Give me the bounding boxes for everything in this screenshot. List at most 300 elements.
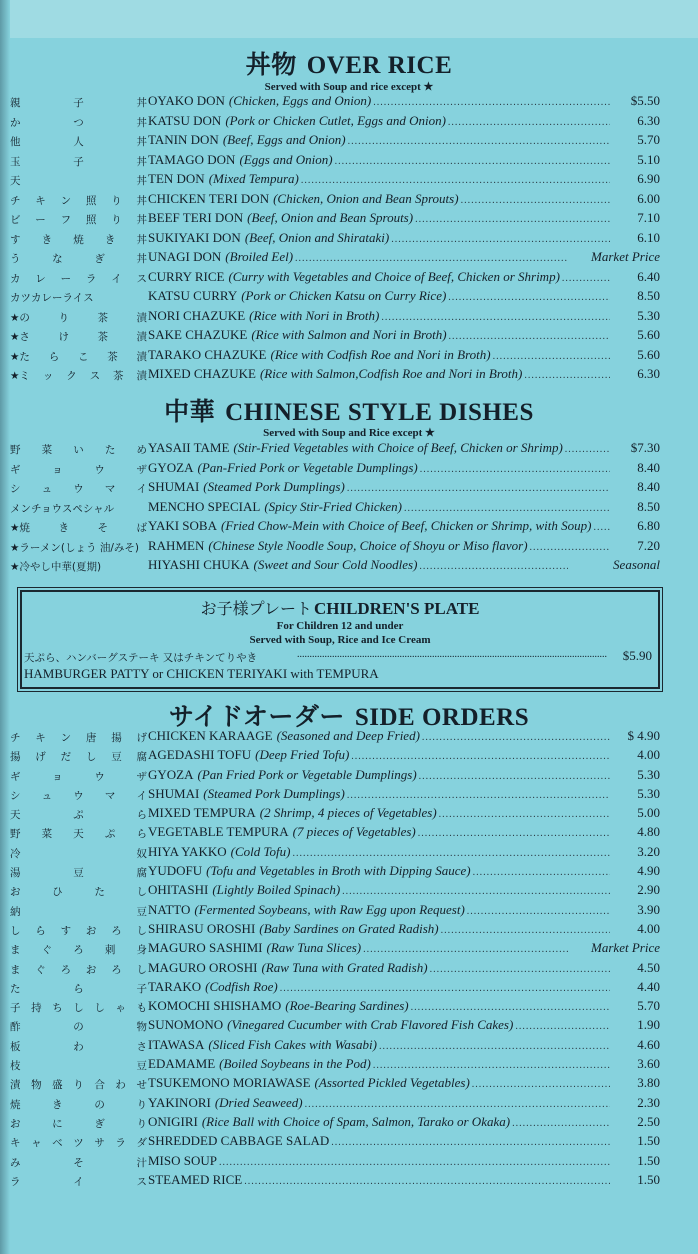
menu-item-leader-dots xyxy=(493,347,610,363)
menu-item-jp-char: げ xyxy=(136,732,147,744)
menu-item-row xyxy=(10,152,660,172)
menu-item-jp-char: 漬 xyxy=(136,331,147,343)
menu-item-price: 5.30 xyxy=(637,785,660,801)
menu-item-jp-char: 子 xyxy=(73,155,84,168)
menu-item-jp-char: ぐ xyxy=(35,963,46,976)
menu-item-row xyxy=(10,327,660,347)
menu-item-name: TEN DON xyxy=(148,171,205,186)
menu-item-jp-char: イ xyxy=(73,1175,84,1188)
menu-item-row xyxy=(10,460,660,480)
menu-item-description: (Steamed Pork Dumplings) xyxy=(203,479,345,494)
menu-item-name: TAMAGO DON xyxy=(148,151,236,167)
menu-item-jp-char: チ xyxy=(10,732,21,744)
menu-item-en xyxy=(148,230,610,246)
menu-item-jp-char: シ xyxy=(10,789,21,802)
menu-item-description: (Cold Tofu) xyxy=(230,843,291,859)
menu-item-jp-char: 唐 xyxy=(85,732,97,744)
menu-item-description: (Curry with Vegetables and Choice of Beef, Chicken or Shrimp) xyxy=(228,268,560,284)
menu-item-en xyxy=(148,1017,610,1033)
menu-item-jp-char: 身 xyxy=(136,944,147,957)
menu-item-leader-dots xyxy=(331,1133,610,1149)
menu-item-name: KATSU CURRY xyxy=(148,288,238,303)
menu-item-row xyxy=(10,171,660,191)
menu-item-leader-dots xyxy=(430,960,610,976)
menu-item-jp-char: レ xyxy=(35,272,46,285)
section-title-over-rice xyxy=(0,45,698,81)
menu-item-price: $5.50 xyxy=(630,93,660,108)
childrens-plate-jp-line: 天ぷら、ハンバーグステーキ 又はチキンてりやき xyxy=(24,652,258,664)
menu-item-price: 5.70 xyxy=(637,998,660,1014)
menu-item-jp-char: き xyxy=(52,1098,63,1111)
menu-item-jp-char: 他 xyxy=(10,136,21,148)
menu-item-jp-char: し xyxy=(10,924,21,937)
menu-item-leader-dots xyxy=(418,824,610,840)
menu-item-description: (Fried Chow-Mein with Choice of Beef, Chicken or Shrimp, with Soup) xyxy=(220,518,592,533)
menu-item-jp-char: 枝 xyxy=(10,1060,21,1073)
menu-item-price: 8.40 xyxy=(637,479,660,494)
menu-item-name: YAKINORI xyxy=(148,1094,211,1110)
menu-item-leader-dots xyxy=(404,499,610,515)
menu-item-row xyxy=(10,1114,660,1133)
menu-item-row xyxy=(10,249,660,269)
menu-item-row xyxy=(10,747,660,766)
menu-item-row xyxy=(10,728,660,747)
menu-item-row xyxy=(10,557,660,577)
menu-item-jp-char: 子 xyxy=(73,97,84,109)
menu-item-en xyxy=(148,1037,610,1053)
menu-item-description: (Sweet and Sour Cold Noodles) xyxy=(253,557,418,572)
menu-item-price: 6.30 xyxy=(637,366,660,381)
menu-item-jp-name xyxy=(10,1077,147,1092)
menu-item-price: 4.00 xyxy=(637,747,660,763)
menu-item-name: YUDOFU xyxy=(148,863,203,879)
menu-item-price: 4.90 xyxy=(637,863,660,879)
menu-item-jp-char: ウ xyxy=(94,770,105,783)
menu-item-jp-char: 丼 xyxy=(136,253,147,265)
menu-item-en xyxy=(148,366,610,382)
menu-item-jp-char: カツカレーライス xyxy=(10,292,94,304)
menu-item-jp-char: ギ xyxy=(10,463,21,476)
menu-item-en xyxy=(148,152,610,168)
menu-item-description: (Steamed Pork Dumplings) xyxy=(203,785,345,801)
menu-item-description: (Pan Fried Pork or Vegetable Dumplings) xyxy=(197,766,417,782)
menu-item-en xyxy=(148,1095,610,1111)
menu-item-leader-dots xyxy=(280,979,610,995)
menu-item-leader-dots xyxy=(422,728,610,744)
menu-item-row xyxy=(10,902,660,921)
menu-item-jp-char: 揚 xyxy=(10,751,21,764)
menu-item-name: MIXED TEMPURA xyxy=(148,805,256,821)
menu-item-jp-char: な xyxy=(52,253,63,265)
menu-item-jp-name xyxy=(10,368,147,383)
menu-item-jp-char: ★焼 xyxy=(10,522,30,534)
menu-item-jp-char: 茶 xyxy=(113,370,124,382)
menu-item-name: TARAKO CHAZUKE xyxy=(148,346,267,362)
menu-item-jp-char: 漬 xyxy=(136,350,147,363)
menu-item-jp-char: 腐 xyxy=(136,751,147,764)
menu-item-jp-char: 豆 xyxy=(111,751,122,764)
menu-item-en xyxy=(148,902,610,918)
menu-item-jp-char: け xyxy=(58,331,69,343)
menu-item-jp-char: 菜 xyxy=(41,828,53,841)
menu-item-jp-name xyxy=(10,154,147,169)
menu-item-jp-char: ー xyxy=(35,214,46,226)
menu-item-jp-char: 天 xyxy=(10,809,21,822)
menu-item-leader-dots xyxy=(593,518,610,534)
menu-item-jp-char: か xyxy=(10,116,21,129)
menu-item-description: (Vinegared Cucumber with Crab Flavored Fish Cakes) xyxy=(227,1017,514,1033)
menu-item-en xyxy=(148,1153,610,1169)
menu-item-jp-char: 湯 xyxy=(10,867,21,880)
menu-item-jp-char: ザ xyxy=(136,463,147,476)
menu-item-row xyxy=(10,921,660,940)
menu-item-price: 4.00 xyxy=(637,920,660,936)
menu-item-jp-char: 汁 xyxy=(136,1156,147,1169)
menu-item-name: TSUKEMONO MORIAWASE xyxy=(148,1075,311,1091)
menu-item-jp-char: ろ xyxy=(60,963,72,976)
menu-item-jp-char: フ xyxy=(60,214,72,226)
menu-item-jp-char: ー xyxy=(60,272,72,285)
menu-item-jp-char: 酢 xyxy=(10,1021,21,1034)
menu-item-jp-char: ぷ xyxy=(73,809,84,822)
menu-item-leader-dots xyxy=(363,940,568,956)
menu-item-name: SHUMAI xyxy=(148,785,200,801)
menu-item-en xyxy=(148,747,610,763)
menu-item-jp-char: 持 xyxy=(31,1002,42,1015)
childrens-plate-dots: ............................................................................................................................ xyxy=(297,649,607,660)
menu-item-description: (Seasoned and Deep Fried) xyxy=(276,728,420,743)
menu-item-jp-name xyxy=(10,290,147,305)
menu-item-leader-dots xyxy=(473,863,610,879)
menu-item-jp-char: お xyxy=(10,886,21,899)
menu-item-en xyxy=(148,132,610,148)
menu-item-jp-char: い xyxy=(73,444,84,456)
menu-item-description: (Pan-Fried Pork or Vegetable Dumplings) xyxy=(197,459,418,475)
menu-item-price: 5.10 xyxy=(637,151,660,167)
menu-item-price: $ 4.90 xyxy=(627,728,660,743)
menu-item-jp-char: ぐ xyxy=(41,944,53,957)
menu-item-jp-char: 照 xyxy=(85,194,97,207)
menu-item-name: GYOZA xyxy=(148,766,194,782)
menu-item-jp-name xyxy=(10,865,147,880)
menu-item-en xyxy=(148,440,610,456)
menu-item-jp-char: ュ xyxy=(41,483,53,495)
menu-item-jp-char: す xyxy=(60,924,72,937)
menu-item-jp-char: り xyxy=(136,1098,147,1111)
menu-item-price: 3.90 xyxy=(637,901,660,917)
menu-item-price: 6.90 xyxy=(637,171,660,186)
menu-item-en xyxy=(148,210,610,226)
menu-item-description: (Tofu and Vegetables in Broth with Dipping Sauce) xyxy=(206,863,471,879)
menu-item-en xyxy=(148,805,610,821)
menu-item-jp-char: シ xyxy=(10,483,21,495)
menu-item-jp-char: 丼 xyxy=(136,155,147,168)
menu-item-description: (Rice with Salmon,Codfish Roe and Nori in Broth) xyxy=(259,366,523,381)
page-top-band xyxy=(0,0,698,38)
menu-item-en xyxy=(148,557,568,573)
menu-item-row xyxy=(10,499,660,519)
menu-item-description: (Stir-Fried Vegetables with Choice of Beef, Chicken or Shrimp) xyxy=(233,440,563,455)
menu-item-jp-char: ョ xyxy=(52,770,63,783)
menu-item-jp-name xyxy=(10,923,147,938)
menu-item-price: 8.50 xyxy=(637,288,660,303)
menu-item-jp-char: ュ xyxy=(41,789,53,802)
menu-item-price: 4.80 xyxy=(637,824,660,840)
menu-item-jp-char: し xyxy=(94,1002,105,1015)
menu-item-name: YASAII TAME xyxy=(148,440,230,455)
menu-item-description: (Beef, Onion and Shirataki) xyxy=(244,229,390,245)
menu-item-name: MIXED CHAZUKE xyxy=(148,366,256,381)
menu-item-jp-char: の xyxy=(94,1098,105,1111)
childrens-plate-en-line: HAMBURGER PATTY or CHICKEN TERIYAKI with TEMPURA xyxy=(24,666,379,681)
menu-item-jp-char: ★冷やし中華(夏期) xyxy=(10,561,102,573)
menu-item-jp-char: 茶 xyxy=(107,350,118,363)
menu-item-jp-name xyxy=(10,310,147,325)
menu-item-description: (Roe-Bearing Sardines) xyxy=(285,998,409,1014)
menu-item-jp-char: そ xyxy=(97,522,108,534)
menu-item-price: 1.50 xyxy=(637,1171,660,1187)
menu-item-name: CURRY RICE xyxy=(148,268,225,284)
menu-item-row xyxy=(10,132,660,152)
menu-item-jp-name xyxy=(10,95,147,110)
menu-item-price: 8.40 xyxy=(637,459,660,475)
menu-item-name: KOMOCHI SHISHAMO xyxy=(148,998,282,1014)
menu-item-leader-dots xyxy=(244,1172,610,1188)
menu-item-row xyxy=(10,308,660,328)
menu-item-jp-char: ラ xyxy=(115,1137,126,1150)
menu-item-en xyxy=(148,191,610,207)
menu-item-jp-char: き xyxy=(41,233,53,246)
menu-item-jp-char: ま xyxy=(10,963,21,976)
menu-item-jp-char: ぎ xyxy=(94,253,105,265)
menu-item-jp-name xyxy=(10,1116,147,1131)
menu-item-description: (Boiled Soybeans in the Pod) xyxy=(219,1056,371,1072)
menu-item-jp-char: 板 xyxy=(10,1040,21,1053)
menu-item-row xyxy=(10,479,660,499)
menu-item-jp-char: ら xyxy=(73,982,84,995)
menu-item-jp-name xyxy=(10,540,147,555)
menu-item-jp-char: ら xyxy=(136,828,147,841)
menu-item-name: HIYASHI CHUKA xyxy=(148,557,250,572)
menu-item-row xyxy=(10,844,660,863)
menu-item-leader-dots xyxy=(379,1037,610,1053)
menu-item-description: (Rice with Nori in Broth) xyxy=(249,307,380,323)
menu-item-price: 5.30 xyxy=(637,307,660,323)
menu-item-jp-name xyxy=(10,462,147,477)
menu-item-en xyxy=(148,844,610,860)
menu-item-jp-char: キ xyxy=(10,1137,21,1150)
menu-item-description: (7 pieces of Vegetables) xyxy=(292,824,416,840)
menu-item-en xyxy=(148,998,610,1014)
menu-item-name: MAGURO OROSHI xyxy=(148,959,258,975)
menu-item-jp-char: 野 xyxy=(10,444,21,456)
menu-item-en xyxy=(148,1056,610,1072)
menu-item-jp-char: 丼 xyxy=(136,194,147,207)
menu-item-jp-char: し xyxy=(73,1002,84,1015)
menu-item-name: AGEDASHI TOFU xyxy=(148,747,252,763)
menu-item-price: Market Price xyxy=(591,940,660,956)
menu-item-row xyxy=(10,210,660,230)
menu-item-jp-name xyxy=(10,520,147,535)
menu-item-jp-char: 丼 xyxy=(136,214,147,226)
menu-item-price: 5.60 xyxy=(637,327,660,342)
menu-item-price: 6.40 xyxy=(637,268,660,284)
menu-item-leader-dots xyxy=(348,132,610,148)
menu-item-jp-char: ザ xyxy=(136,770,147,783)
menu-item-jp-char: ★ミ xyxy=(10,370,30,382)
menu-item-jp-char: ビ xyxy=(10,214,21,226)
menu-item-jp-char: う xyxy=(10,253,21,265)
menu-item-jp-char: ま xyxy=(10,944,21,957)
menu-item-name: YAKI SOBA xyxy=(148,518,217,533)
menu-item-jp-char: イ xyxy=(136,789,147,802)
menu-item-en xyxy=(148,171,610,187)
menu-item-name: STEAMED RICE xyxy=(148,1171,243,1187)
menu-item-en xyxy=(148,269,610,285)
section-title-en: OVER RICE xyxy=(306,52,453,79)
menu-item-name: TARAKO xyxy=(148,978,202,994)
menu-item-leader-dots xyxy=(347,479,610,495)
menu-item-jp-char: イ xyxy=(136,483,147,495)
menu-item-jp-name xyxy=(10,115,147,130)
menu-item-en xyxy=(148,960,610,976)
menu-item-jp-name xyxy=(10,730,147,745)
menu-item-jp-name xyxy=(10,807,147,822)
menu-item-leader-dots xyxy=(472,1075,610,1091)
menu-item-price: Market Price xyxy=(591,249,660,264)
menu-item-jp-name xyxy=(10,826,147,841)
menu-item-row xyxy=(10,1133,660,1152)
menu-item-jp-char: た xyxy=(94,886,105,899)
menu-item-row xyxy=(10,191,660,211)
menu-item-leader-dots xyxy=(381,308,610,324)
menu-item-row xyxy=(10,960,660,979)
menu-item-row xyxy=(10,347,660,367)
menu-item-name: HIYA YAKKO xyxy=(148,843,227,859)
menu-item-row xyxy=(10,518,660,538)
menu-item-name: ITAWASA xyxy=(148,1036,205,1052)
menu-item-jp-char: こ xyxy=(77,350,89,363)
menu-item-leader-dots xyxy=(439,805,610,821)
menu-item-leader-dots xyxy=(305,1095,610,1111)
menu-item-jp-char: ク xyxy=(66,370,77,382)
menu-item-description: (Beef, Onion and Bean Sprouts) xyxy=(247,210,414,225)
menu-item-jp-char: 照 xyxy=(85,214,97,226)
menu-item-en xyxy=(148,1114,610,1130)
menu-item-description: (Codfish Roe) xyxy=(205,978,278,994)
menu-item-jp-char: 物 xyxy=(136,1021,147,1034)
menu-item-jp-char: ろ xyxy=(111,924,122,937)
menu-item-description: (Pork or Chicken Katsu on Curry Rice) xyxy=(241,288,447,303)
menu-item-description: (Sliced Fish Cakes with Wasabi) xyxy=(208,1036,377,1052)
menu-item-row xyxy=(10,1056,660,1075)
menu-item-description: (Chicken, Eggs and Onion) xyxy=(228,93,372,108)
menu-item-en xyxy=(148,308,610,324)
menu-item-price: 3.20 xyxy=(637,843,660,859)
menu-item-en xyxy=(148,863,610,879)
menu-item-jp-char: め xyxy=(136,444,147,456)
menu-item-description: (Lightly Boiled Spinach) xyxy=(212,882,341,898)
menu-item-jp-char: 子 xyxy=(10,1002,21,1015)
menu-item-jp-char: し xyxy=(136,924,147,937)
menu-item-price: 1.50 xyxy=(637,1152,660,1168)
menu-item-jp-char: 漬 xyxy=(10,1079,21,1092)
menu-item-row xyxy=(10,440,660,460)
menu-item-description: (Dried Seaweed) xyxy=(214,1094,303,1110)
menu-item-jp-char: チ xyxy=(10,194,21,207)
menu-item-jp-char: 漬 xyxy=(136,370,147,382)
section-subtitle-over-rice: Served with Soup and rice except ★ xyxy=(264,81,434,93)
menu-item-jp-char: ス xyxy=(89,370,101,382)
menu-item-jp-char: 菜 xyxy=(41,444,53,456)
menu-item-en xyxy=(148,249,568,265)
menu-item-jp-char: ★さ xyxy=(10,331,30,343)
menu-item-jp-char: ン xyxy=(60,732,72,744)
menu-item-en xyxy=(148,767,610,783)
section-title-en: CHINESE STYLE DISHES xyxy=(225,399,534,426)
menu-item-jp-name xyxy=(10,271,147,286)
menu-item-jp-char: ッ xyxy=(42,370,54,382)
menu-item-row xyxy=(10,1095,660,1114)
menu-item-jp-char: わ xyxy=(73,1040,84,1053)
menu-item-price: 6.80 xyxy=(637,518,660,533)
menu-item-jp-char: 奴 xyxy=(136,847,147,860)
menu-item-leader-dots xyxy=(515,1017,610,1033)
menu-item-jp-char: 物 xyxy=(31,1079,42,1092)
menu-item-jp-char: せ xyxy=(136,1079,147,1092)
menu-item-name: SUKIYAKI DON xyxy=(148,229,241,245)
menu-list-chinese xyxy=(10,440,660,577)
menu-item-jp-name xyxy=(10,442,147,457)
section-title-en: SIDE ORDERS xyxy=(354,704,530,731)
menu-item-jp-name xyxy=(10,329,147,344)
menu-item-description: (Deep Fried Tofu) xyxy=(255,747,350,763)
menu-item-jp-name xyxy=(10,501,147,516)
menu-item-name: MAGURO SASHIMI xyxy=(148,940,263,956)
menu-item-jp-char: す xyxy=(10,233,21,246)
menu-item-jp-char: り xyxy=(73,1079,84,1092)
menu-item-jp-char: 丼 xyxy=(136,175,147,187)
menu-item-jp-char: ろ xyxy=(111,963,122,976)
menu-item-row xyxy=(10,1075,660,1094)
menu-item-jp-name xyxy=(10,1097,147,1112)
menu-item-leader-dots xyxy=(415,210,610,226)
menu-item-en xyxy=(148,1172,610,1188)
menu-item-jp-name xyxy=(10,173,147,188)
menu-item-price: 7.20 xyxy=(637,537,660,553)
menu-item-row xyxy=(10,288,660,308)
menu-item-jp-char: お xyxy=(85,963,97,976)
menu-item-leader-dots xyxy=(301,171,610,187)
menu-item-jp-char: ウ xyxy=(94,463,105,476)
menu-item-leader-dots xyxy=(530,538,610,554)
menu-item-jp-char: し xyxy=(136,886,147,899)
menu-item-en xyxy=(148,824,610,840)
menu-item-description: (Pork or Chicken Cutlet, Eggs and Onion) xyxy=(225,112,446,128)
menu-item-row xyxy=(10,269,660,289)
menu-item-description: (Rice Ball with Choice of Spam, Salmon, Tarako or Okaka) xyxy=(201,1113,511,1129)
menu-item-description: (Raw Tuna with Grated Radish) xyxy=(261,959,428,975)
menu-item-jp-name xyxy=(10,769,147,784)
menu-item-row xyxy=(10,93,660,113)
menu-item-jp-name xyxy=(10,559,147,574)
menu-item-row xyxy=(10,940,660,959)
page-binding-edge xyxy=(0,0,10,1254)
menu-item-jp-char: り xyxy=(58,311,69,324)
menu-item-jp-char: 丼 xyxy=(136,116,147,129)
menu-item-jp-name xyxy=(10,1019,147,1034)
menu-item-jp-char: ゃ xyxy=(115,1002,126,1015)
